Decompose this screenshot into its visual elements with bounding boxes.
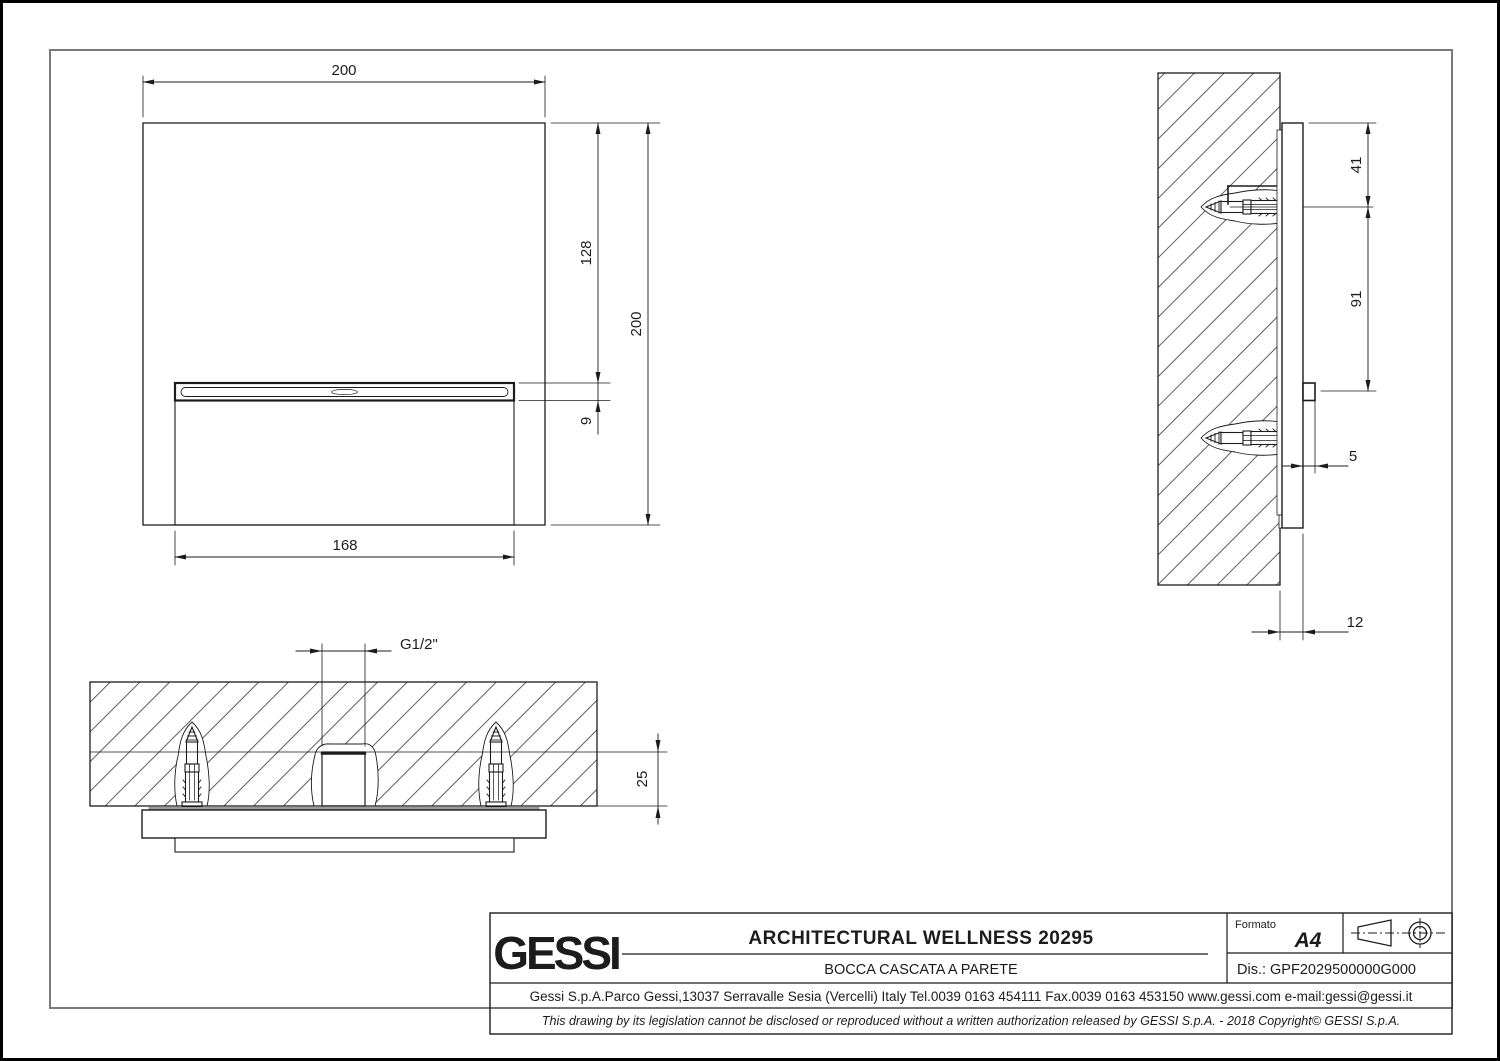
dim-side-top-to-screw: 41 — [1348, 156, 1365, 174]
dim-side-plate-thickness: 12 — [1346, 614, 1364, 631]
dim-front-width: 200 — [331, 62, 357, 79]
dim-front-height: 200 — [628, 311, 645, 337]
dim-section-depth: 25 — [634, 770, 651, 788]
front-view — [143, 62, 660, 565]
section-view — [90, 636, 667, 852]
title-block — [490, 913, 1452, 1034]
dim-section-thread: G1/2" — [400, 636, 438, 653]
spout-slot — [175, 383, 514, 401]
drawing-title: ARCHITECTURAL WELLNESS 20295 — [748, 928, 1094, 949]
dim-front-slot-height: 9 — [578, 416, 595, 426]
drawing-number: Dis.: GPF2029500000G000 — [1237, 962, 1416, 978]
technical-drawing — [3, 3, 1497, 1058]
g-half-inlet — [322, 752, 365, 806]
company-address: Gessi S.p.A.Parco Gessi,13037 Serravalle Sesia (Vercelli) Italy Tel.0039 0163 454111 Fax.0039 0163 453150 www.gessi.com e-mail:gessi@gessi.it — [529, 989, 1413, 1004]
dim-front-slot-width: 168 — [332, 537, 358, 554]
dim-side-lip-offset: 5 — [1348, 448, 1358, 465]
side-view — [1158, 73, 1376, 640]
drawing-subtitle: BOCCA CASCATA A PARETE — [824, 962, 1018, 978]
panel-plate-section — [142, 810, 546, 838]
gessi-logo: GESSI — [493, 927, 619, 979]
format-label: Formato — [1235, 919, 1276, 931]
dim-front-slot-offset: 128 — [578, 240, 595, 266]
spout-lip-side — [1303, 383, 1315, 401]
dim-side-screw-to-spout: 91 — [1348, 290, 1365, 308]
format-value: A4 — [1294, 929, 1322, 952]
spout-body-section — [175, 838, 514, 852]
legal-notice: This drawing by its legislation cannot be disclosed or reproduced without a written authorization released by GESSI S.p.A. - 2018 Copyright© GESSI S.p.A. — [541, 1014, 1401, 1028]
